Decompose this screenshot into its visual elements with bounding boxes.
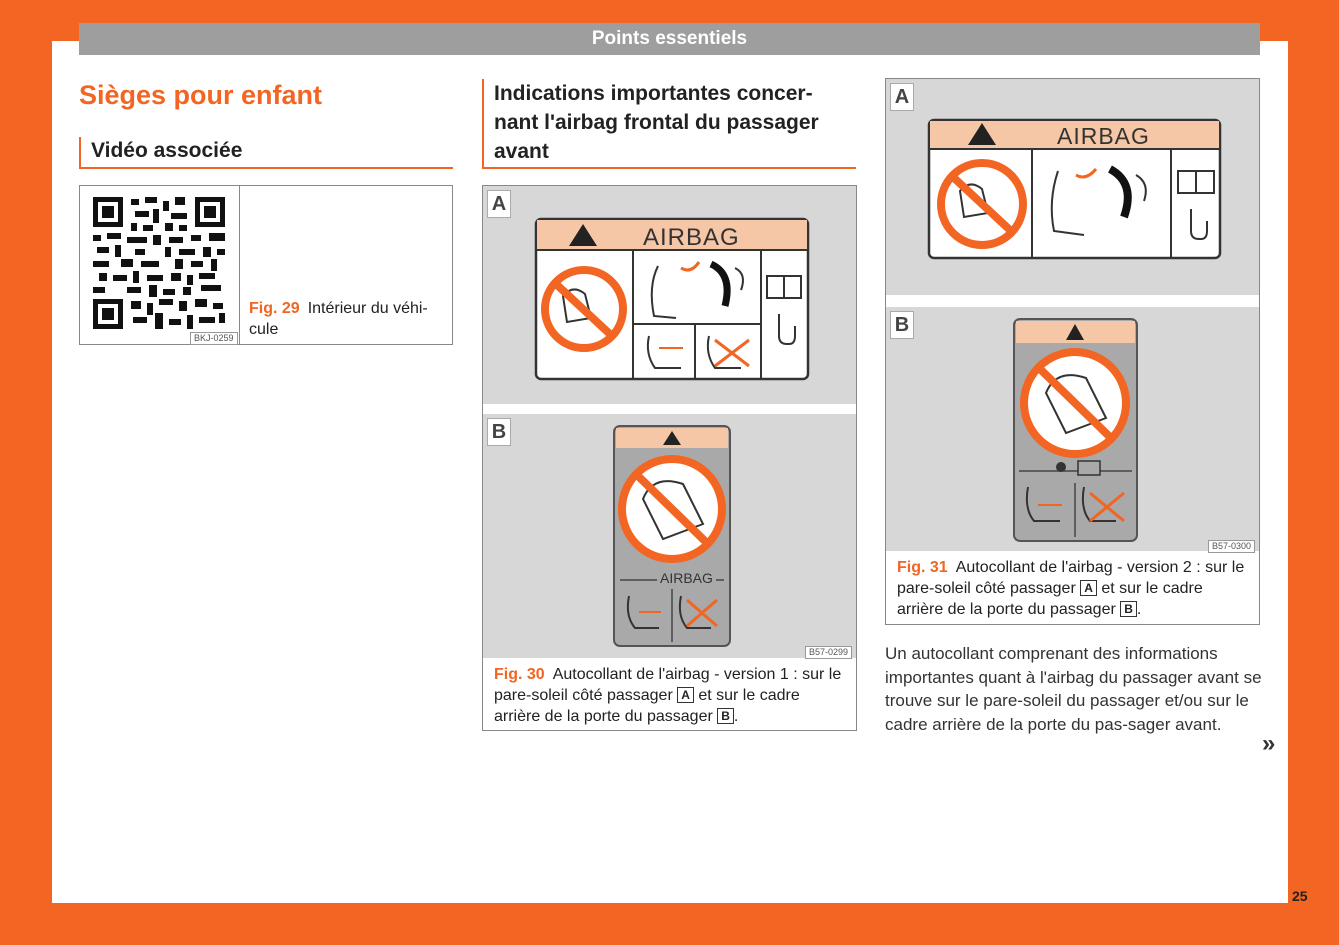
body-paragraph: Un autocollant comprenant des informations importantes quant à l'airbag du passager avant se trouve sur le pare-soleil du passager et/ou sur le cadre arrière de la porte du pas-sager avant. xyxy=(885,644,1262,734)
continue-arrow-icon: » xyxy=(1262,730,1276,757)
airbag-sticker-b-image xyxy=(483,414,858,658)
figure-31 xyxy=(885,78,1260,625)
figure-29-caption xyxy=(249,298,449,340)
qr-code-cell[interactable] xyxy=(80,186,240,344)
caption-part: Autocollant de l'airbag - version 2 : sur le pare-soleil côté passager xyxy=(897,559,1245,597)
panel-label: B xyxy=(890,311,914,339)
panel-reference: B xyxy=(1120,601,1137,617)
panel-label: A xyxy=(890,83,914,111)
figure-label: Fig. 30 xyxy=(494,666,545,683)
figure-label: Fig. 29 xyxy=(249,300,300,317)
panel-label: A xyxy=(487,190,511,218)
airbag-sticker-b-image xyxy=(886,307,1261,551)
figure-code: B57-0300 xyxy=(1208,540,1255,553)
panel-a xyxy=(483,186,856,404)
panel-reference: B xyxy=(717,708,734,724)
airbag-sticker-a-image xyxy=(886,79,1261,295)
figure-31-caption xyxy=(897,557,1249,620)
sticker-text: AIRBAG xyxy=(643,224,740,251)
caption-part: et sur le cadre arrière de la porte du passager xyxy=(494,687,800,725)
panel-label: B xyxy=(487,418,511,446)
page-title: Sièges pour enfant xyxy=(79,80,323,110)
caption-part: et sur le cadre arrière de la porte du passager xyxy=(897,580,1203,618)
airbag-section-heading: Indications importantes concer-nant l'airbag frontal du passager avant xyxy=(482,79,856,169)
qr-code-icon[interactable] xyxy=(91,195,227,331)
panel-b xyxy=(483,414,856,658)
airbag-sticker-a-image xyxy=(483,186,858,404)
figure-caption-text: Intérieur du véhi-cule xyxy=(249,300,428,338)
panel-reference: A xyxy=(1080,580,1097,596)
caption-part: . xyxy=(733,708,739,725)
figure-30 xyxy=(482,185,857,731)
page-number: 25 xyxy=(1292,888,1308,904)
panel-b xyxy=(886,307,1259,551)
sticker-text: AIRBAG xyxy=(1057,123,1150,149)
section-header-bar: Points essentiels xyxy=(79,23,1260,55)
figure-code: B57-0299 xyxy=(805,646,852,659)
panel-a xyxy=(886,79,1259,295)
figure-30-caption xyxy=(494,664,846,727)
sticker-text: AIRBAG xyxy=(657,570,716,586)
figure-label: Fig. 31 xyxy=(897,559,948,576)
video-subheading: Vidéo associée xyxy=(79,137,453,169)
figure-29 xyxy=(79,185,453,345)
panel-reference: A xyxy=(677,687,694,703)
caption-part: . xyxy=(1136,601,1142,618)
caption-part: Autocollant de l'airbag - version 1 : sur le pare-soleil côté passager xyxy=(494,666,842,704)
figure-code: BKJ-0259 xyxy=(190,332,238,345)
